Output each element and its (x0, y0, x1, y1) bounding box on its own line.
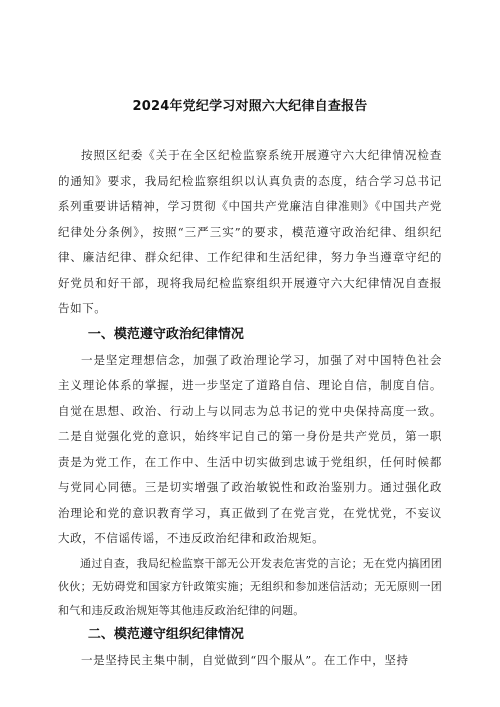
section-heading-organizational: 二、模范遵守组织纪律情况 (87, 627, 244, 642)
political-discipline-paragraph: 一是坚定理想信念，加强了政治理论学习，加强了对中国特色社会主义理论体系的掌握，进一步坚定了道路自信、理论自信，制度自信。自觉在思想、政治、行动上与以同志为总书记的党中央保持高度一致。二是自觉强化党的意识，始终牢记自己的第一身份是共产党员，第一职责是为党工作，在工作中、生活中切实做到忠诚于党组织，任何时候都与党同心同德。三是切实增强了政治敏锐性和政治鉴别力。通过强化政治理论和党的意识教育学习，真正做到了在党言党，在党忧党，不妄议大政，不信谣传谣，不违反政治纪律和政治规矩。 (58, 352, 442, 545)
organizational-discipline-paragraph: 一是坚持民主集中制，自觉做到“四个服从”。在工作中，坚持 (81, 653, 409, 667)
document-body (58, 143, 442, 674)
section-heading-political: 一、模范遵守政治纪律情况 (87, 326, 244, 342)
intro-paragraph: 按照区纪委《关于在全区纪检监察系统开展遵守六大纪律情况检查的通知》要求，我局纪检监察组织以认真负责的态度，结合学习总书记系列重要讲话精神，学习贯彻《中国共产党廉洁自律准则》《中国共产党纪律处分条例》，按照“三严三实”的要求，模范遵守政治纪律、组织纪律、廉洁纪律、群众纪律、工作纪律和生活纪律，努力争当遵章守纪的好党员和好干部，现将我局纪检监察组织开展遵守六大纪律情况自查报告如下。 (58, 148, 442, 315)
document-title: 2024年党纪学习对照六大纪律自查报告 (132, 99, 368, 114)
political-self-check-paragraph: 通过自查，我局纪检监察干部无公开发表危害党的言论；无在党内搞团团伙伙；无妨碍党和国家方针政策实施；无组织和参加迷信活动；无无原则一团和气和违反政治规矩等其他违反政治纪律的问题。 (58, 556, 442, 617)
